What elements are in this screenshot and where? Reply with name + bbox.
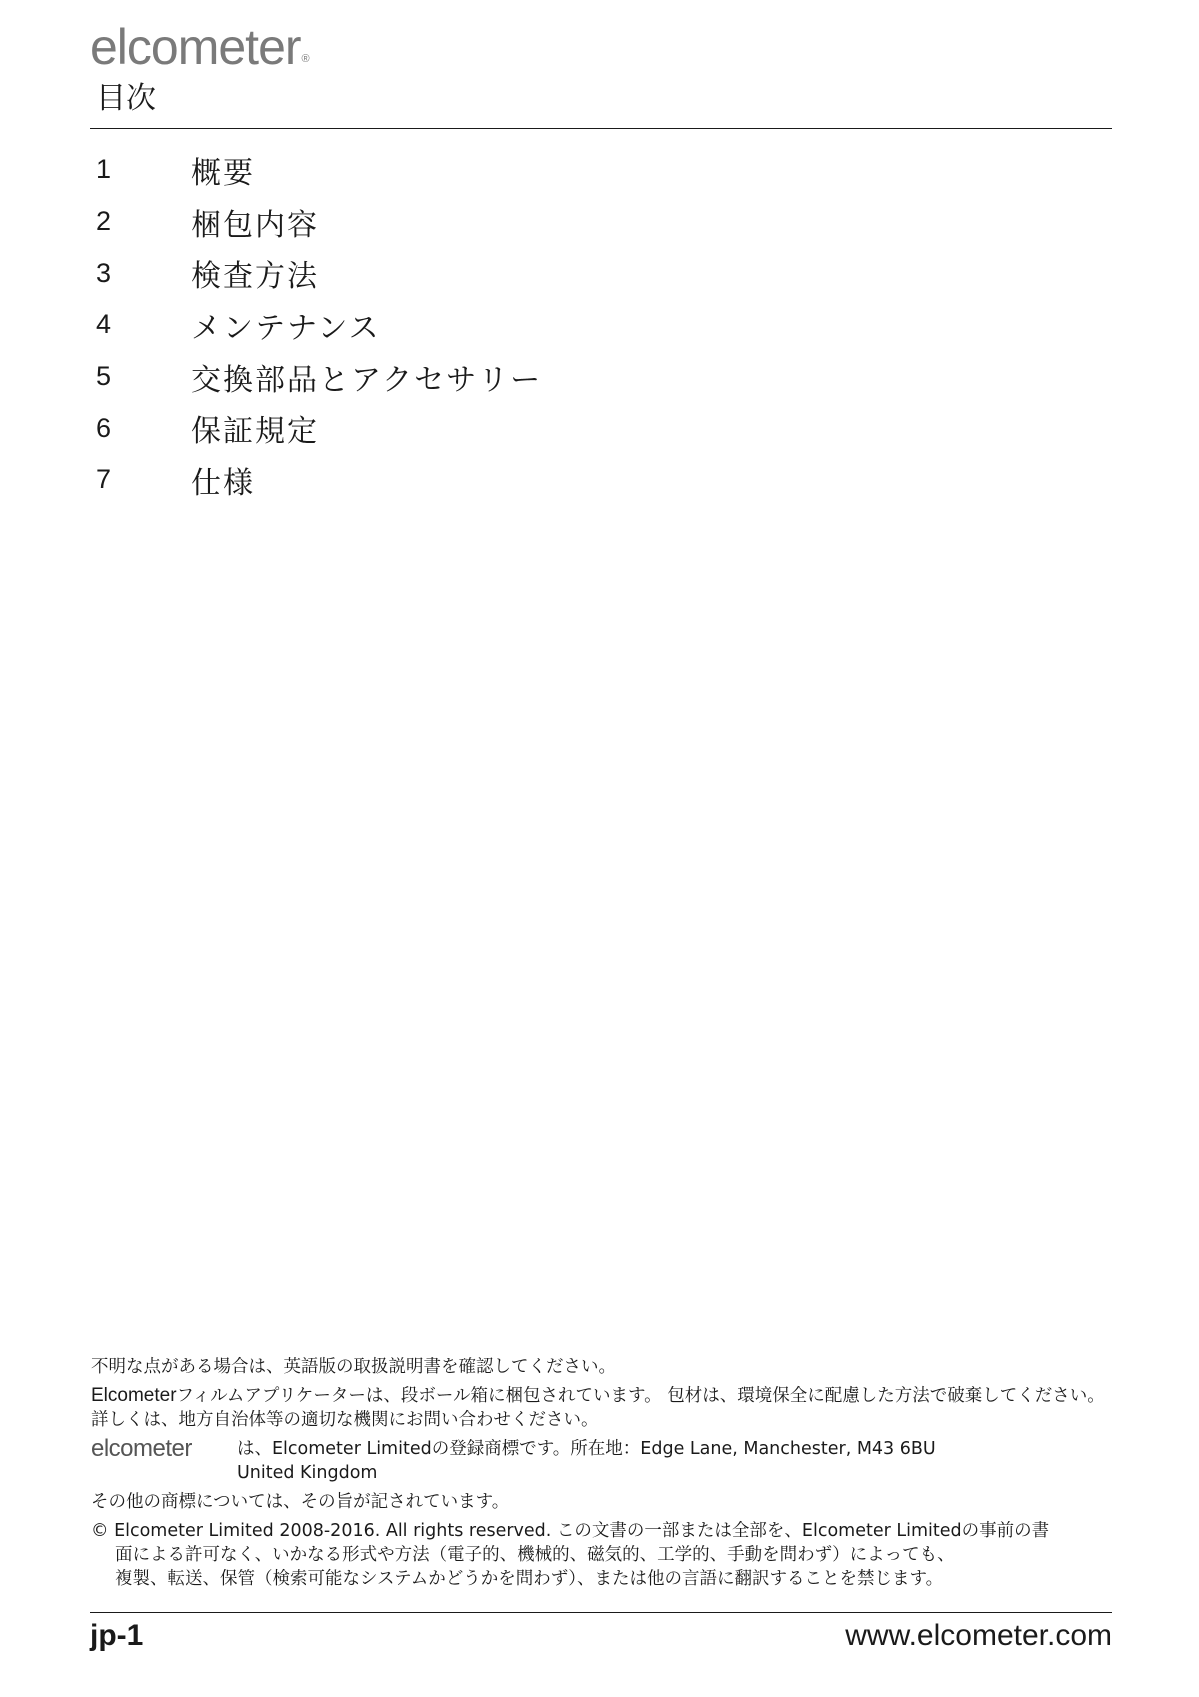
toc-number: 2 <box>96 206 112 237</box>
toc-item-1[interactable] <box>96 144 542 196</box>
toc-item-6[interactable] <box>96 402 542 454</box>
toc-label: 梱包内容 <box>191 207 319 243</box>
logo-text: elcometer <box>90 19 301 75</box>
packaging-note <box>91 1384 1116 1432</box>
toc-number: 7 <box>96 464 112 495</box>
toc-item-5[interactable] <box>96 351 542 403</box>
footer-divider <box>90 1612 1112 1613</box>
copyright-line-3: 複製、転送、保管（検索可能なシステムかどうかを問わず）、または他の言語に翻訳することを禁じます。 <box>115 1569 944 1589</box>
toc-label: 仕様 <box>191 465 255 501</box>
copyright-line-1: © Elcometer Limited 2008-2016. All rights reserved. この文書の一部または全部を、Elcometer Limitedの事前の書 <box>91 1521 1050 1541</box>
footer-notes <box>91 1355 1116 1596</box>
toc-label: 保証規定 <box>191 414 319 450</box>
toc-number: 5 <box>96 361 112 392</box>
table-of-contents <box>96 144 542 506</box>
website-link[interactable]: www.elcometer.com <box>845 1619 1112 1652</box>
other-trademarks-note: その他の商標については、その旨が記されています。 <box>91 1492 510 1512</box>
trademark-line-1: は、Elcometer Limitedの登録商標です。所在地：Edge Lane, Manchester, M43 6BU <box>237 1439 936 1459</box>
toc-item-4[interactable] <box>96 299 542 351</box>
trademark-note <box>91 1437 1116 1485</box>
elcometer-small-logo: elcometer <box>91 1435 192 1462</box>
trademark-text <box>237 1437 1116 1485</box>
page-number: jp-1 <box>90 1619 144 1652</box>
toc-item-2[interactable] <box>96 196 542 248</box>
toc-label: メンテナンス <box>191 310 381 346</box>
toc-label: 交換部品とアクセサリー <box>191 362 543 398</box>
toc-item-3[interactable] <box>96 247 542 299</box>
copyright-notice <box>91 1519 1116 1591</box>
toc-label: 概要 <box>191 155 255 191</box>
toc-number: 1 <box>96 154 112 185</box>
toc-number: 6 <box>96 412 112 443</box>
elcometer-logo <box>90 19 309 75</box>
toc-item-7[interactable] <box>96 454 542 506</box>
toc-number: 3 <box>96 257 112 288</box>
brand-name: Elcometer <box>91 1385 177 1406</box>
toc-label: 検査方法 <box>191 259 319 295</box>
registered-mark: ® <box>301 53 309 65</box>
title-divider <box>90 128 1112 129</box>
english-manual-note: 不明な点がある場合は、英語版の取扱説明書を確認してください。 <box>91 1357 616 1377</box>
toc-number: 4 <box>96 309 112 340</box>
page-title: 目次 <box>96 81 156 116</box>
trademark-line-2: United Kingdom <box>237 1463 378 1483</box>
copyright-line-2: 面による許可なく、いかなる形式や方法（電子的、機械的、磁気的、工学的、手動を問わず）によっても、 <box>115 1545 955 1565</box>
packaging-text: フィルムアプリケーターは、段ボール箱に梱包されています。 包材は、環境保全に配慮した方法で破棄してください。詳しくは、地方自治体等の適切な機関にお問い合わせください。 <box>91 1386 1105 1430</box>
